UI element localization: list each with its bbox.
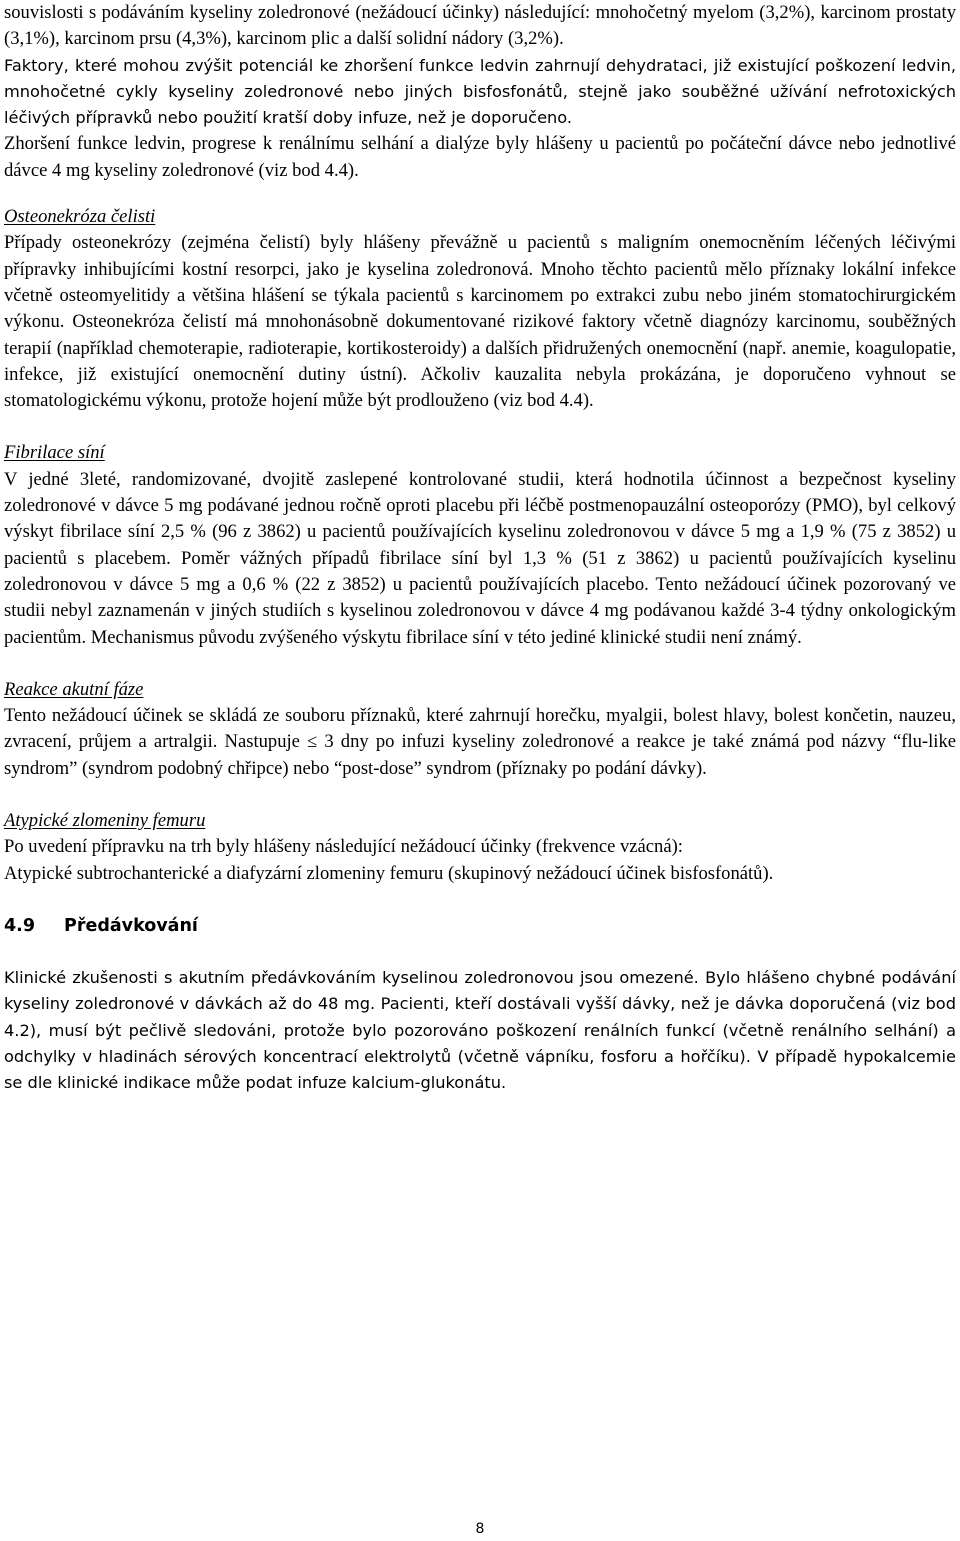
atrial-fibrillation-section [4,440,956,650]
acute-phase-text: Tento nežádoucí účinek se skládá ze souboru příznaků, které zahrnují horečku, myalgii, bolest hlavy, bolest končetin, nauzeu, zvracení, průjem a artralgii. Nastupuje ≤ 3 dny po infuzi kyseliny zoledronové a reakce je také známá pod názvy “flu-like syndrom” (syndrom podobný chřipce) nebo “post-dose” syndrom (příznaky po podání dávky). [4,705,956,779]
femur-fractures-line1: Po uvedení přípravku na trh byly hlášeny následující nežádoucí účinky (frekvence vzácná): [4,836,683,858]
osteonecrosis-section [4,204,956,414]
acute-phase-section [4,677,956,782]
overdose-section-title [4,913,956,939]
femur-fractures-section [4,808,956,887]
document-page [4,0,956,1096]
renal-text-intro: souvislosti s podáváním kyseliny zoledronové (nežádoucí účinky) následující: mnohočetný myelom (3,2%), karcinom prostaty (3,1%), karcinom prsu (4,3%), karcinom plic a další solidní nádory (3,2%). [4,2,956,50]
section-title-text: Předávkování [64,915,198,936]
page-number: 8 [475,1521,485,1537]
overdose-text: Klinické zkušenosti s akutním předávkováním kyselinou zoledronovou jsou omezené. Bylo hlášeno chybné podávání kyseliny zoledronové v dávkách až do 48 mg. Pacienti, kteří dostávali vyšší dávky, než je dávka doporučená (viz bod 4.2), musí být pečlivě sledováni, protože bylo pozorováno poškození renálních funkcí (včetně renálního selhání) a odchylky v hladinách sérových koncentrací elektrolytů (včetně vápníku, fosforu a hořčíku). V případě hypokalcemie se dle klinické indikace může podat infuze kalcium-glukonátu. [4,967,956,1093]
renal-text-factors: Faktory, které mohou zvýšit potenciál ke zhoršení funkce ledvin zahrnují dehydrataci, již existující poškození ledvin, mnohočetné cykly kyseliny zoledronové nebo jiných bisfosfonátů, stejně jako souběžné užívání nefrotoxických léčivých přípravků nebo použití kratší doby infuze, než je doporučeno. [4,55,956,128]
acute-phase-heading: Reakce akutní fáze [4,678,144,700]
renal-text-progression: Zhoršení funkce ledvin, progrese k renálnímu selhání a dialýze byly hlášeny u pacientů po počáteční dávce nebo jednotlivé dávce 4 mg kyseliny zoledronové (viz bod 4.4). [4,133,956,181]
osteonecrosis-heading: Osteonekróza čelisti [4,206,156,228]
overdose-section [4,913,956,1096]
renal-paragraph [4,0,956,184]
osteonecrosis-text: Případy osteonekrózy (zejména čelistí) byly hlášeny převážně u pacientů s maligním onemocněním léčených léčivými přípravky inhibujícími kostní resorpci, jako je kyselina zoledronová. Mnoho těchto pacientů mělo příznaky lokální infekce včetně osteomyelitidy a většina hlášení se týkala pacientů s karcinomem po extrakci zubu nebo jiném stomatochirurgickém výkonu. Osteonekróza čelistí má mnohonásobně dokumentované rizikové faktory včetně diagnózy karcinomu, souběžných terapií (například chemoterapie, radioterapie, kortikosteroidy) a dalších přidružených onemocnění (např. anemie, koagulopatie, infekce, již existující onemocnění dutiny ústní). Ačkoliv kauzalita nebyla prokázána, je doporučeno vyhnout se stomatologickému výkonu, protože hojení může být prodlouženo (viz bod 4.4). [4,232,956,412]
section-number: 4.9 [4,915,36,936]
atrial-fibrillation-heading: Fibrilace síní [4,442,105,464]
femur-fractures-heading: Atypické zlomeniny femuru [4,810,206,832]
atrial-fibrillation-text: V jedné 3leté, randomizované, dvojitě zaslepené kontrolované studii, která hodnotila účinnost a bezpečnost kyseliny zoledronové v dávce 5 mg podávané jednou ročně oproti placebu při léčbě postmenopauzální osteoporózy (PMO), byl celkový výskyt fibrilace síní 2,5 % (96 z 3862) u pacientů používajících kyselinu zoledronovou v dávce 5 mg a 1,9 % (75 z 3852) u pacientů s placebem. Poměr vážných případů fibrilace síní byl 1,3 % (51 z 3862) u pacientů používajících kyselinu zoledronovou v dávce 5 mg a 0,6 % (22 z 3852) u pacientů používajících placebo. Tento nežádoucí účinek pozorovaný ve studii nebyl zaznamenán v jiných studiích s kyselinou zoledronovou v dávce 4 mg podávanou každé 3-4 týdny onkologickým pacientům. Mechanismus původu zvýšeného výskytu fibrilace síní v této jediné klinické studii není známý. [4,468,956,648]
femur-fractures-line2: Atypické subtrochanterické a diafyzární zlomeniny femuru (skupinový nežádoucí účinek bisfosfonátů). [4,862,774,884]
